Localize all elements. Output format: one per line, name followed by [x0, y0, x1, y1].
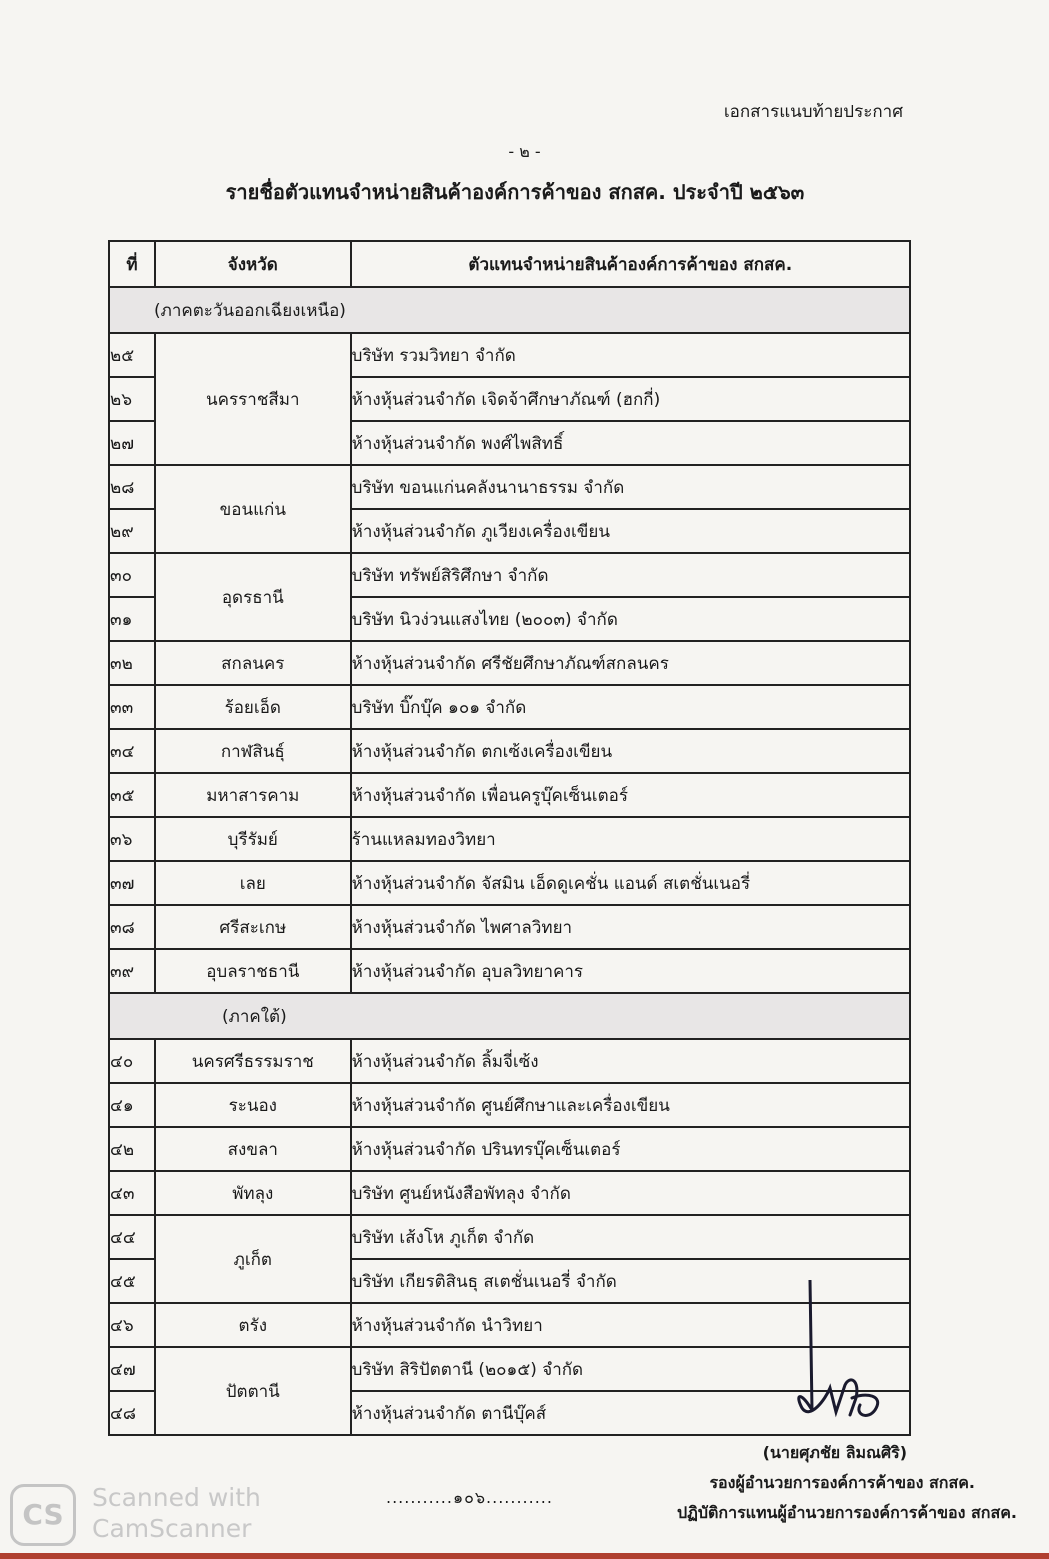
province-cell: ศรีสะเกษ	[155, 905, 351, 949]
province-cell: ระนอง	[155, 1083, 351, 1127]
table-row	[109, 817, 910, 861]
row-number: ๔๒	[109, 1127, 155, 1171]
table-row	[109, 1039, 910, 1083]
signer-position: รองผู้อำนวยการองค์การค้าของ สกสค.	[709, 1473, 975, 1492]
agent-name: บริษัท รวมวิทยา จำกัด	[351, 333, 910, 377]
row-number: ๓๙	[109, 949, 155, 993]
province-cell: กาฬสินธุ์	[155, 729, 351, 773]
row-number: ๓๖	[109, 817, 155, 861]
row-number: ๔๖	[109, 1303, 155, 1347]
agent-name: บริษัท สิริปัตตานี (๒๐๑๕) จำกัด	[351, 1347, 910, 1391]
row-number: ๓๕	[109, 773, 155, 817]
signer-acting-position: ปฏิบัติการแทนผู้อำนวยการองค์การค้าของ สกสค.	[676, 1503, 1017, 1522]
agent-name: ห้างหุ้นส่วนจำกัด จัสมิน เอ็ดดูเคชั่น แอนด์ สเตชั่นเนอรี่	[351, 861, 910, 905]
province-cell: อุบลราชธานี	[155, 949, 351, 993]
agent-name: ห้างหุ้นส่วนจำกัด ตานีบุ๊คส์	[351, 1391, 910, 1435]
agent-name: ห้างหุ้นส่วนจำกัด ตกเซ้งเครื่องเขียน	[351, 729, 910, 773]
region-label: (ภาคตะวันออกเฉียงเหนือ)	[154, 300, 346, 321]
table-row	[109, 861, 910, 905]
row-number: ๓๘	[109, 905, 155, 949]
agent-name: ห้างหุ้นส่วนจำกัด ปรินทรบุ๊คเซ็นเตอร์	[351, 1127, 910, 1171]
table-row	[109, 905, 910, 949]
row-number: ๔๕	[109, 1259, 155, 1303]
agents-table	[108, 240, 911, 1436]
handwritten-signature	[790, 1280, 890, 1435]
row-number: ๔๐	[109, 1039, 155, 1083]
agent-name: ห้างหุ้นส่วนจำกัด นำวิทยา	[351, 1303, 910, 1347]
province-cell: ปัตตานี	[155, 1347, 351, 1435]
agent-name: ห้างหุ้นส่วนจำกัด เพื่อนครูบุ๊คเซ็นเตอร์	[351, 773, 910, 817]
province-cell: อุดรธานี	[155, 553, 351, 641]
agent-name: ห้างหุ้นส่วนจำกัด ศูนย์ศึกษาและเครื่องเขียน	[351, 1083, 910, 1127]
scan-edge	[0, 1553, 1049, 1559]
page-number: - ๒ -	[508, 142, 541, 161]
row-number: ๒๘	[109, 465, 155, 509]
agent-name: บริษัท ขอนแก่นคลังนานาธรรม จำกัด	[351, 465, 910, 509]
province-cell: นครศรีธรรมราช	[155, 1039, 351, 1083]
row-number: ๒๖	[109, 377, 155, 421]
agent-name: ห้างหุ้นส่วนจำกัด ลิ้มจี่เซ้ง	[351, 1039, 910, 1083]
signature-block	[677, 1438, 1017, 1528]
camscanner-logo-icon: CS	[10, 1484, 76, 1546]
agent-name: บริษัท ทรัพย์สิริศึกษา จำกัด	[351, 553, 910, 597]
header-agent: ตัวแทนจำหน่ายสินค้าองค์การค้าของ สกสค.	[351, 241, 910, 287]
document-title: รายชื่อตัวแทนจำหน่ายสินค้าองค์การค้าของ สกสค. ประจำปี ๒๕๖๓	[225, 180, 805, 204]
region-row-south	[109, 993, 910, 1039]
row-number: ๒๙	[109, 509, 155, 553]
row-number: ๒๗	[109, 421, 155, 465]
table-row	[109, 773, 910, 817]
signer-name: (นายศุภชัย ลิมณศิริ)	[762, 1443, 907, 1462]
province-cell: พัทลุง	[155, 1171, 351, 1215]
attachment-note: เอกสารแนบท้ายประกาศ	[723, 102, 903, 122]
row-number: ๓๔	[109, 729, 155, 773]
watermark-line-1: Scanned with	[92, 1483, 261, 1512]
table-row	[109, 1127, 910, 1171]
agent-name: บริษัท เกียรติสินธุ สเตชั่นเนอรี่ จำกัด	[351, 1259, 910, 1303]
agent-name: บริษัท เส้งโห ภูเก็ต จำกัด	[351, 1215, 910, 1259]
province-cell: ร้อยเอ็ด	[155, 685, 351, 729]
table-row	[109, 1215, 910, 1259]
province-cell: ตรัง	[155, 1303, 351, 1347]
row-number: ๓๗	[109, 861, 155, 905]
province-cell: มหาสารคาม	[155, 773, 351, 817]
row-number: ๔๘	[109, 1391, 155, 1435]
province-cell: เลย	[155, 861, 351, 905]
watermark-line-2: CamScanner	[92, 1514, 252, 1543]
table-row	[109, 685, 910, 729]
table-row	[109, 729, 910, 773]
camscanner-text	[92, 1482, 261, 1544]
row-number: ๓๐	[109, 553, 155, 597]
agent-name: ห้างหุ้นส่วนจำกัด ศรีชัยศึกษาภัณฑ์สกลนคร	[351, 641, 910, 685]
row-number: ๓๓	[109, 685, 155, 729]
province-cell: ขอนแก่น	[155, 465, 351, 553]
row-number: ๔๑	[109, 1083, 155, 1127]
table-row	[109, 1083, 910, 1127]
agent-name: บริษัท ศูนย์หนังสือพัทลุง จำกัด	[351, 1171, 910, 1215]
table-header-row	[109, 241, 910, 287]
province-cell: ภูเก็ต	[155, 1215, 351, 1303]
agent-name: ห้างหุ้นส่วนจำกัด อุบลวิทยาคาร	[351, 949, 910, 993]
agent-name: ห้างหุ้นส่วนจำกัด พงศ์ไพสิทธิ์	[351, 421, 910, 465]
table-row	[109, 553, 910, 597]
row-number: ๓๒	[109, 641, 155, 685]
row-number: ๔๓	[109, 1171, 155, 1215]
agent-name: ห้างหุ้นส่วนจำกัด ภูเวียงเครื่องเขียน	[351, 509, 910, 553]
province-cell: บุรีรัมย์	[155, 817, 351, 861]
province-cell: สงขลา	[155, 1127, 351, 1171]
agent-name: ห้างหุ้นส่วนจำกัด ไพศาลวิทยา	[351, 905, 910, 949]
row-number: ๔๗	[109, 1347, 155, 1391]
region-label: (ภาคใต้)	[222, 1006, 287, 1027]
row-number: ๒๕	[109, 333, 155, 377]
table-row	[109, 1171, 910, 1215]
row-number: ๓๑	[109, 597, 155, 641]
agent-name: ร้านแหลมทองวิทยา	[351, 817, 910, 861]
table-row	[109, 333, 910, 377]
agent-name: บริษัท บิ๊กบุ๊ค ๑๐๑ จำกัด	[351, 685, 910, 729]
agent-name: บริษัท นิวง่วนแสงไทย (๒๐๐๓) จำกัด	[351, 597, 910, 641]
agent-name: ห้างหุ้นส่วนจำกัด เจิดจ้าศึกษาภัณฑ์ (ฮกกี่)	[351, 377, 910, 421]
camscanner-watermark	[10, 1480, 270, 1546]
header-province: จังหวัด	[155, 241, 351, 287]
region-row-northeast	[109, 287, 910, 333]
table-row	[109, 465, 910, 509]
header-no: ที่	[109, 241, 155, 287]
table-row	[109, 949, 910, 993]
row-number: ๔๔	[109, 1215, 155, 1259]
province-cell: สกลนคร	[155, 641, 351, 685]
footer-mark: ...........๑๐๖...........	[386, 1488, 553, 1507]
province-cell: นครราชสีมา	[155, 333, 351, 465]
table-row	[109, 641, 910, 685]
